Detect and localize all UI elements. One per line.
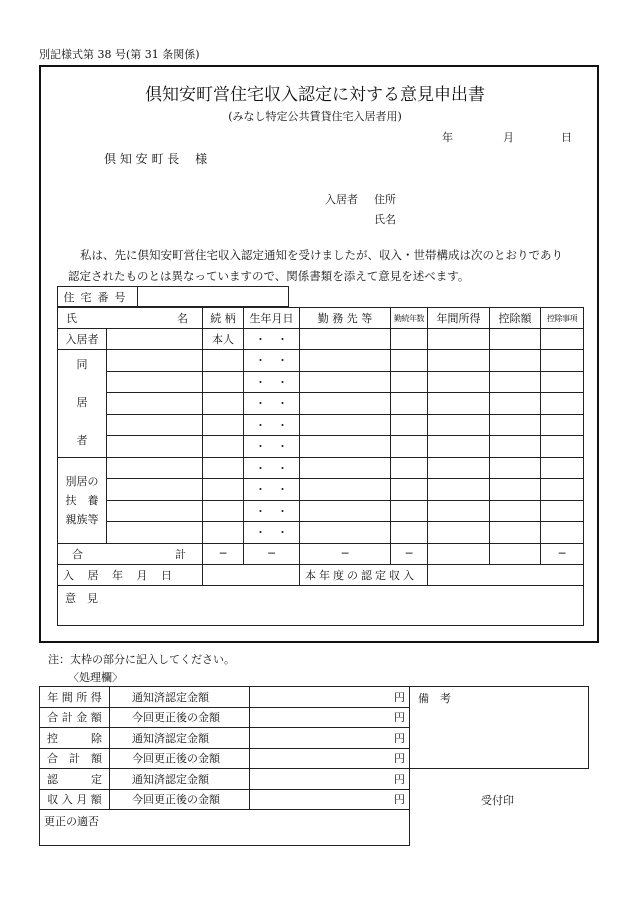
dob-cell[interactable]: ・ ・ [244,479,300,501]
household-table [57,307,584,626]
move-in-date-field[interactable] [203,564,300,585]
total-row [58,543,584,564]
relation-cell[interactable] [203,436,244,458]
workplace-cell[interactable] [300,350,391,372]
header-deduction: 控除額 [490,308,541,329]
relation-self: 本人 [203,329,244,350]
processing-amount[interactable]: 円 [250,687,410,708]
work-years-cell[interactable] [391,393,428,415]
table-row [58,371,584,393]
opinion-field[interactable] [58,585,584,625]
income-cell[interactable] [428,414,490,436]
processing-category: 年 間 所 得 [40,687,110,708]
processing-row [40,707,410,728]
deduction-cell[interactable] [490,371,541,393]
table-row [58,436,584,458]
form-number: 別記様式第 38 号(第 31 条関係) [39,48,200,61]
header-annual-income: 年間所得 [428,308,490,329]
cohabitant-char-3: 者 [76,434,88,448]
income-cell[interactable] [428,436,490,458]
separate-line-2: 扶 養 [65,493,99,507]
name-cell[interactable] [107,436,203,458]
house-number-table [57,286,289,307]
income-cell[interactable] [428,500,490,522]
processing-amount[interactable]: 円 [250,748,410,769]
processing-row [40,769,410,790]
statement-line-2: 認定されたものとは異なっていますので、関係書類を添えて意見を述べます。 [68,269,470,283]
header-name-left: 氏 [66,312,77,325]
dob-cell[interactable]: ・ ・ [244,393,300,415]
current-income-field[interactable] [428,564,584,585]
work-years-cell[interactable] [391,436,428,458]
deduction-cell[interactable] [490,479,541,501]
processing-table [39,686,410,846]
income-cell[interactable] [428,329,490,350]
processing-row [40,748,410,769]
dob-cell[interactable]: ・ ・ [244,522,300,544]
header-name [58,308,203,329]
work-years-cell[interactable] [391,457,428,479]
income-cell[interactable] [428,350,490,372]
applicant-name-label[interactable]: 氏名 [374,213,396,226]
relation-cell[interactable] [203,522,244,544]
total-work-years-dash: ─ [391,543,428,564]
name-cell[interactable] [107,522,203,544]
table-row [58,479,584,501]
header-work-years: 勤続年数 [391,308,428,329]
total-birth-dash: ─ [244,543,300,564]
processing-heading: 〈処理欄〉 [68,671,123,684]
deduction-cell[interactable] [490,414,541,436]
table-row [58,414,584,436]
processing-item: 今回更正後の金額 [110,789,250,810]
house-number-label: 住宅番号 [58,287,138,307]
correction-label: 更正の適否 [44,815,99,828]
dob-cell[interactable]: ・ ・ [244,457,300,479]
table-row [58,329,584,350]
deduction-items-cell[interactable] [541,371,584,393]
work-years-cell[interactable] [391,414,428,436]
name-cell[interactable] [107,457,203,479]
workplace-cell[interactable] [300,500,391,522]
processing-amount[interactable]: 円 [250,769,410,790]
table-row [58,522,584,544]
deduction-items-cell[interactable] [541,414,584,436]
processing-category: 収 入 月 額 [40,789,110,810]
name-cell[interactable] [107,393,203,415]
workplace-cell[interactable] [300,393,391,415]
deduction-items-cell[interactable] [541,457,584,479]
move-in-row [58,564,584,585]
name-cell[interactable] [107,350,203,372]
processing-item: 通知済認定金額 [110,769,250,790]
separate-line-3: 親族等 [65,512,99,526]
work-years-cell[interactable] [391,350,428,372]
income-cell[interactable] [428,479,490,501]
income-cell[interactable] [428,393,490,415]
work-years-cell[interactable] [391,479,428,501]
dob-cell[interactable]: ・ ・ [244,414,300,436]
processing-item: 今回更正後の金額 [110,707,250,728]
processing-item: 通知済認定金額 [110,687,250,708]
name-cell[interactable] [107,329,203,350]
deduction-cell[interactable] [490,393,541,415]
relation-cell[interactable] [203,414,244,436]
header-relation: 続 柄 [203,308,244,329]
cohabitant-label [58,350,107,458]
table-row [58,350,584,372]
separate-line-1: 別居の [65,474,99,488]
opinion-row [58,585,584,625]
processing-amount[interactable]: 円 [250,707,410,728]
processing-category: 認 定 [40,769,110,790]
total-right: 計 [175,547,186,561]
header-birthdate: 生年月日 [244,308,300,329]
relation-cell[interactable] [203,371,244,393]
name-cell[interactable] [107,371,203,393]
remarks-label: 備 考 [418,692,451,705]
income-cell[interactable] [428,457,490,479]
relation-cell[interactable] [203,350,244,372]
workplace-cell[interactable] [300,329,391,350]
dob-cell[interactable]: ・ ・ [244,436,300,458]
processing-row [40,687,410,708]
header-name-right: 名 [177,312,188,325]
processing-category: 合 計 額 [40,748,110,769]
deduction-cell[interactable] [490,350,541,372]
dob-cell[interactable]: ・ ・ [244,371,300,393]
form-note: 注：太枠の部分に記入してください。 [48,653,235,666]
total-workplace-dash: ─ [300,543,391,564]
name-cell[interactable] [107,414,203,436]
deduction-items-cell[interactable] [541,329,584,350]
addressee: 倶 知 安 町 長 様 [104,152,208,166]
table-row [58,393,584,415]
opinion-label: 意 見 [65,591,98,605]
relation-cell[interactable] [203,479,244,501]
work-years-cell[interactable] [391,371,428,393]
correction-field[interactable] [40,810,410,846]
total-label [58,543,203,564]
applicant-label: 入居者 [325,193,358,206]
deduction-items-cell[interactable] [541,393,584,415]
deduction-items-cell[interactable] [541,350,584,372]
processing-category: 合 計 金 額 [40,707,110,728]
date-year[interactable]: 年 [442,131,453,144]
processing-item: 通知済認定金額 [110,728,250,749]
deduction-items-cell[interactable] [541,436,584,458]
dob-cell[interactable]: ・ ・ [244,350,300,372]
form-subtitle: (みなし特定公共賃貸住宅入居者用) [228,110,402,123]
total-income[interactable] [428,543,490,564]
work-years-cell[interactable] [391,329,428,350]
name-cell[interactable] [107,500,203,522]
processing-amount[interactable]: 円 [250,728,410,749]
deduction-cell[interactable] [490,457,541,479]
income-cell[interactable] [428,522,490,544]
remarks-box[interactable] [408,686,589,769]
deduction-items-cell[interactable] [541,522,584,544]
dob-cell[interactable]: ・ ・ [244,500,300,522]
processing-category: 控 除 [40,728,110,749]
total-items-dash: ─ [541,543,584,564]
workplace-cell[interactable] [300,522,391,544]
table-row [58,457,584,479]
deduction-items-cell[interactable] [541,500,584,522]
table-row [58,500,584,522]
header-deduction-items: 控除事項 [541,308,584,329]
separate-dependent-label [58,457,107,543]
workplace-cell[interactable] [300,479,391,501]
income-cell[interactable] [428,371,490,393]
current-income-label: 本年度の認定収入 [300,564,428,585]
deduction-cell[interactable] [490,522,541,544]
cohabitant-char-1: 同 [76,358,88,372]
dob-cell[interactable]: ・ ・ [244,329,300,350]
workplace-cell[interactable] [300,371,391,393]
deduction-cell[interactable] [490,329,541,350]
cohabitant-char-2: 居 [76,396,88,410]
move-in-date-label: 入 居 年 月 日 [58,564,203,585]
total-relation-dash: ─ [203,543,244,564]
workplace-cell[interactable] [300,414,391,436]
workplace-cell[interactable] [300,436,391,458]
relation-cell[interactable] [203,393,244,415]
processing-row [40,728,410,749]
name-cell[interactable] [107,479,203,501]
workplace-cell[interactable] [300,457,391,479]
date-day[interactable]: 日 [561,131,572,144]
processing-item: 今回更正後の金額 [110,748,250,769]
work-years-cell[interactable] [391,522,428,544]
resident-label: 入居者 [58,329,107,350]
work-years-cell[interactable] [391,500,428,522]
deduction-items-cell[interactable] [541,479,584,501]
relation-cell[interactable] [203,457,244,479]
form-title: 倶知安町営住宅収入認定に対する意見申出書 [145,85,485,105]
processing-amount[interactable]: 円 [250,789,410,810]
relation-cell[interactable] [203,500,244,522]
applicant-address-label[interactable]: 住所 [374,193,396,206]
total-left: 合 [72,547,83,561]
total-deduction[interactable] [490,543,541,564]
receipt-stamp-label: 受付印 [481,794,514,807]
house-number-field[interactable] [138,287,289,307]
header-workplace: 勤 務 先 等 [300,308,391,329]
processing-row [40,789,410,810]
statement-line-1: 私は、先に倶知安町営住宅収入認定通知を受けましたが、収入・世帯構成は次のとおりであり [80,248,563,262]
deduction-cell[interactable] [490,436,541,458]
deduction-cell[interactable] [490,500,541,522]
date-month[interactable]: 月 [503,131,514,144]
